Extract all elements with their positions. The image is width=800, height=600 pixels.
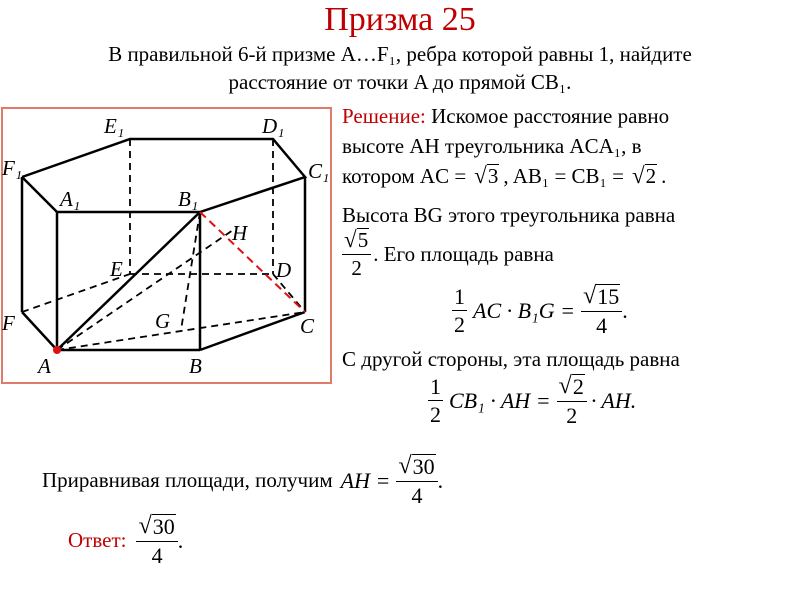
solution-line-2: высоте AH треугольника ACA₁, в [342,134,642,158]
area2-expression-left: CB₁ · AH = [449,387,551,413]
answer-label: Ответ: [68,528,127,553]
area-intro: . Его площадь равна [373,241,554,266]
label-a: A [38,354,51,378]
solution-line-5 [342,228,554,279]
line3-period: . [661,164,667,188]
label-d1: D₁ [262,114,285,138]
sqrt-3: √ 3 [474,161,499,188]
prism-figure [0,104,336,390]
solution-text-1: Искомое расстояние равно [431,104,670,128]
solution-label: Решение: [342,104,426,128]
equate-text: Приравнивая площади, получим [42,468,333,493]
ah-equals: AH = [340,467,391,493]
result-period: . [437,467,444,493]
solution-line-7 [42,454,443,507]
label-f1: F₁ [2,156,23,180]
area-formula-2 [428,374,636,427]
sqrt-2: √ 2 [631,161,657,188]
sqrt2-over-2: √ 2 2 [557,374,587,427]
solution-line-4: Высота BG этого треугольника равна [342,203,676,227]
page-title: Призма 25 [324,1,476,38]
label-e1: E₁ [104,114,125,138]
bg-fraction: √ 5 2 [342,228,371,279]
half-fraction-1: $\frac{1}{2}$ [454,283,465,337]
problem-statement [20,40,780,96]
label-b: B [189,354,202,378]
area2-expression-right: · AH. [590,387,637,413]
area1-expression: AC · B₁G = [473,297,575,323]
label-f: F [2,311,15,335]
point-a-marker [53,346,61,354]
sqrt15-over-4: √ 15 4 [581,284,622,337]
label-h: H [232,221,248,245]
label-e: E [110,257,123,281]
ac-equals: котором AC = [342,164,467,188]
solution-line-1 [342,102,669,130]
label-d: D [276,258,292,282]
problem-line-1: В правильной 6-й призме A…F₁, ребра которой равны 1, найдите [108,42,692,66]
solution-line-3 [342,162,666,190]
label-b1: B₁ [178,187,199,211]
problem-line-2: расстояние от точки A до прямой CB₁. [228,70,572,94]
half-fraction-2: $\frac{1}{2}$ [430,373,441,427]
label-c: C [300,314,315,338]
label-a1: A₁ [60,187,81,211]
label-g: G [155,309,171,333]
answer-block [68,514,183,567]
ab1-cb1-equals: , AB₁ = CB₁ = [503,164,624,188]
answer-period: . [177,527,184,553]
solution-line-6: С другой стороны, эта площадь равна [342,347,680,371]
result-fraction: √ 30 4 [396,454,437,507]
answer-fraction: √ 30 4 [136,514,177,567]
area1-period: . [622,297,628,323]
area-formula-1 [452,284,628,337]
label-c1: C₁ [308,159,330,183]
